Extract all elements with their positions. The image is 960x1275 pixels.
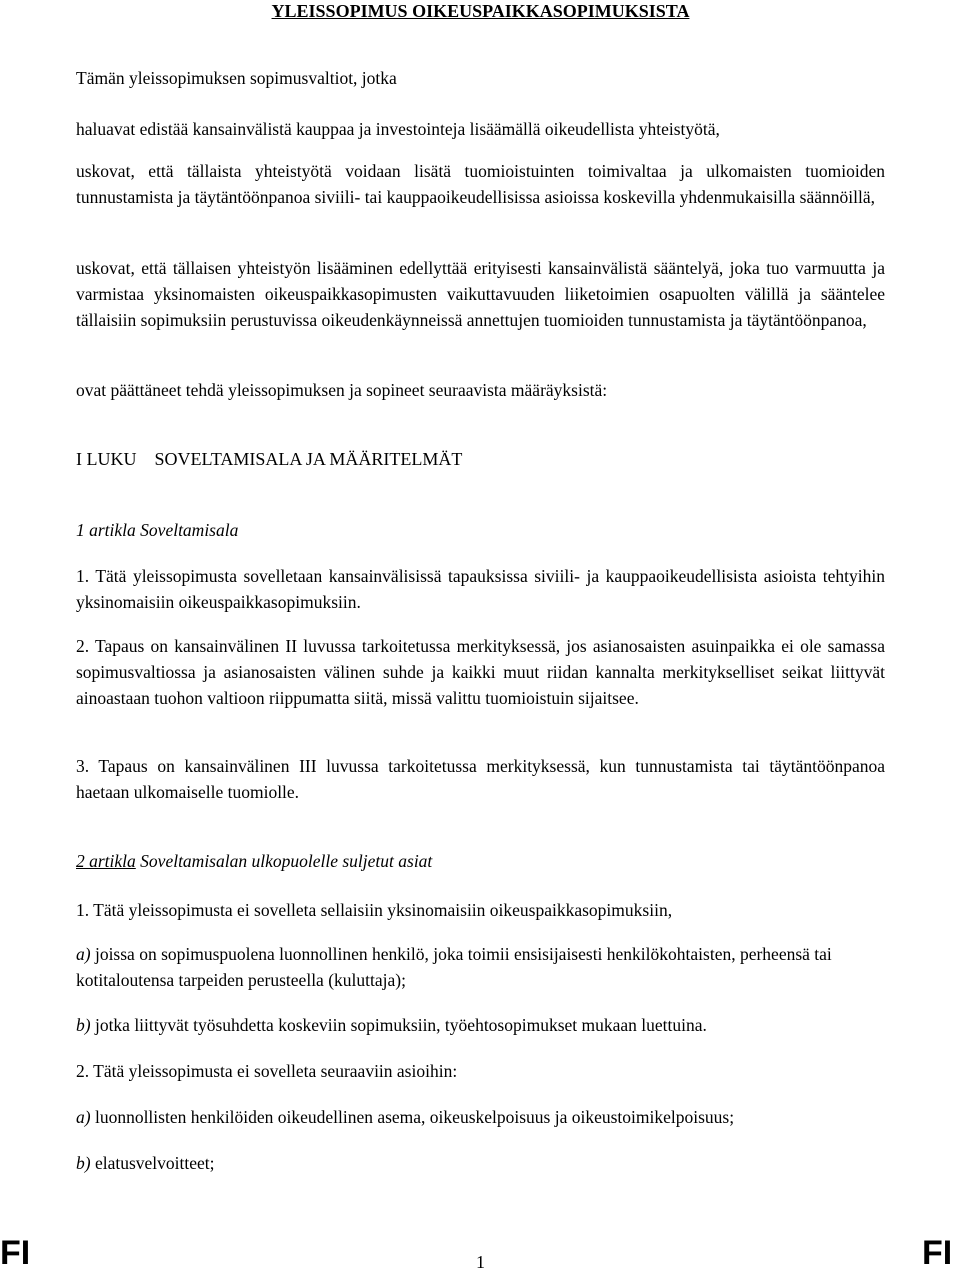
article-2-item-b <box>76 1012 885 1038</box>
article-1-paragraph-3: 3. Tapaus on kansainvälinen III luvussa tarkoitetussa merkityksessä, kun tunnustamista tai täytäntöönpanoa haetaan ulkomaiselle tuomiolle. <box>76 756 885 802</box>
page-number: 1 <box>476 1252 485 1272</box>
article-2-item-a <box>76 941 885 993</box>
item-b-letter: b) <box>76 1015 91 1035</box>
item-b-text: jotka liittyvät työsuhdetta koskeviin sopimuksiin, työehtosopimukset mukaan luettuina. <box>90 1015 707 1035</box>
article-1-title: Soveltamisala <box>140 520 239 540</box>
article-2-heading <box>76 848 432 874</box>
article-2-number: 2 artikla <box>76 851 136 871</box>
item-2b-text: elatusvelvoitteet; <box>90 1153 215 1173</box>
item-a-text: joissa on sopimuspuolena luonnollinen henkilö, joka toimii ensisijaisesti henkilökohtaisten, perheensä tai kotitaloutensa tarpeiden perusteella (kuluttaja); <box>76 944 832 990</box>
item-a-letter: a) <box>76 944 91 964</box>
document-title: YLEISSOPIMUS OIKEUSPAIKKASOPIMUKSISTA <box>271 1 690 21</box>
article-1-number: 1 artikla <box>76 520 136 540</box>
preamble-conclusion: ovat päättäneet tehdä yleissopimuksen ja sopineet seuraavista määräyksistä: <box>76 380 608 400</box>
preamble-clause-2: uskovat, että tällaista yhteistyötä voidaan lisätä tuomioistuinten toimivaltaa ja ulkomaisten tuomioiden tunnustamista ja täytäntöönpanoa siviili- tai kauppaoikeudellisissa asioissa koskevilla yhdenmukaisilla säännöillä, <box>76 161 885 207</box>
article-2-item-2b <box>76 1150 885 1176</box>
preamble-intro: Tämän yleissopimuksen sopimusvaltiot, jotka <box>76 68 397 88</box>
article-2-paragraph-2: 2. Tätä yleissopimusta ei sovelleta seuraaviin asioihin: <box>76 1061 458 1081</box>
article-2-paragraph-1: 1. Tätä yleissopimusta ei sovelleta sellaisiin yksinomaisiin oikeuspaikkasopimuksiin, <box>76 900 673 920</box>
article-1-heading <box>76 517 238 543</box>
item-2a-text: luonnollisten henkilöiden oikeudellinen asema, oikeuskelpoisuus ja oikeustoimikelpoisuus; <box>90 1107 735 1127</box>
article-2-title: Soveltamisalan ulkopuolelle suljetut asiat <box>140 851 433 871</box>
chapter-heading: I LUKU SOVELTAMISALA JA MÄÄRITELMÄT <box>76 449 463 469</box>
footer-language-right: FI <box>922 1234 953 1272</box>
article-1-paragraph-1: 1. Tätä yleissopimusta sovelletaan kansainvälisissä tapauksissa siviili- ja kauppaoikeudellisista asioista tehtyihin yksinomaisiin oikeuspaikkasopimuksiin. <box>76 566 885 612</box>
footer-language-left: FI <box>0 1234 31 1272</box>
preamble-clause-3: uskovat, että tällaisen yhteistyön lisääminen edellyttää erityisesti kansainvälistä sääntelyä, joka tuo varmuutta ja varmistaa yksinomaisten oikeuspaikkasopimusten vaikuttavuuden liiketoimien osapuolten välillä ja sääntelee tällaisiin sopimuksiin perustuvissa oikeudenkäynneissä annettujen tuomioiden tunnustamista ja täytäntöönpanoa, <box>76 258 885 330</box>
item-2b-letter: b) <box>76 1153 91 1173</box>
article-2-item-2a <box>76 1104 885 1130</box>
article-1-paragraph-2: 2. Tapaus on kansainvälinen II luvussa tarkoitetussa merkityksessä, jos asianosaisten asuinpaikka ei ole samassa sopimusvaltiossa ja asianosaisten välinen suhde ja kaikki muut riidan kannalta merkitykselliset seikat liittyvät ainoastaan tuohon valtioon riippumatta siitä, missä valittu tuomioistuin sijaitsee. <box>76 636 885 708</box>
item-2a-letter: a) <box>76 1107 91 1127</box>
preamble-clause-1: haluavat edistää kansainvälistä kauppaa ja investointeja lisäämällä oikeudellista yhteistyötä, <box>76 119 720 139</box>
document-page <box>76 0 885 1272</box>
